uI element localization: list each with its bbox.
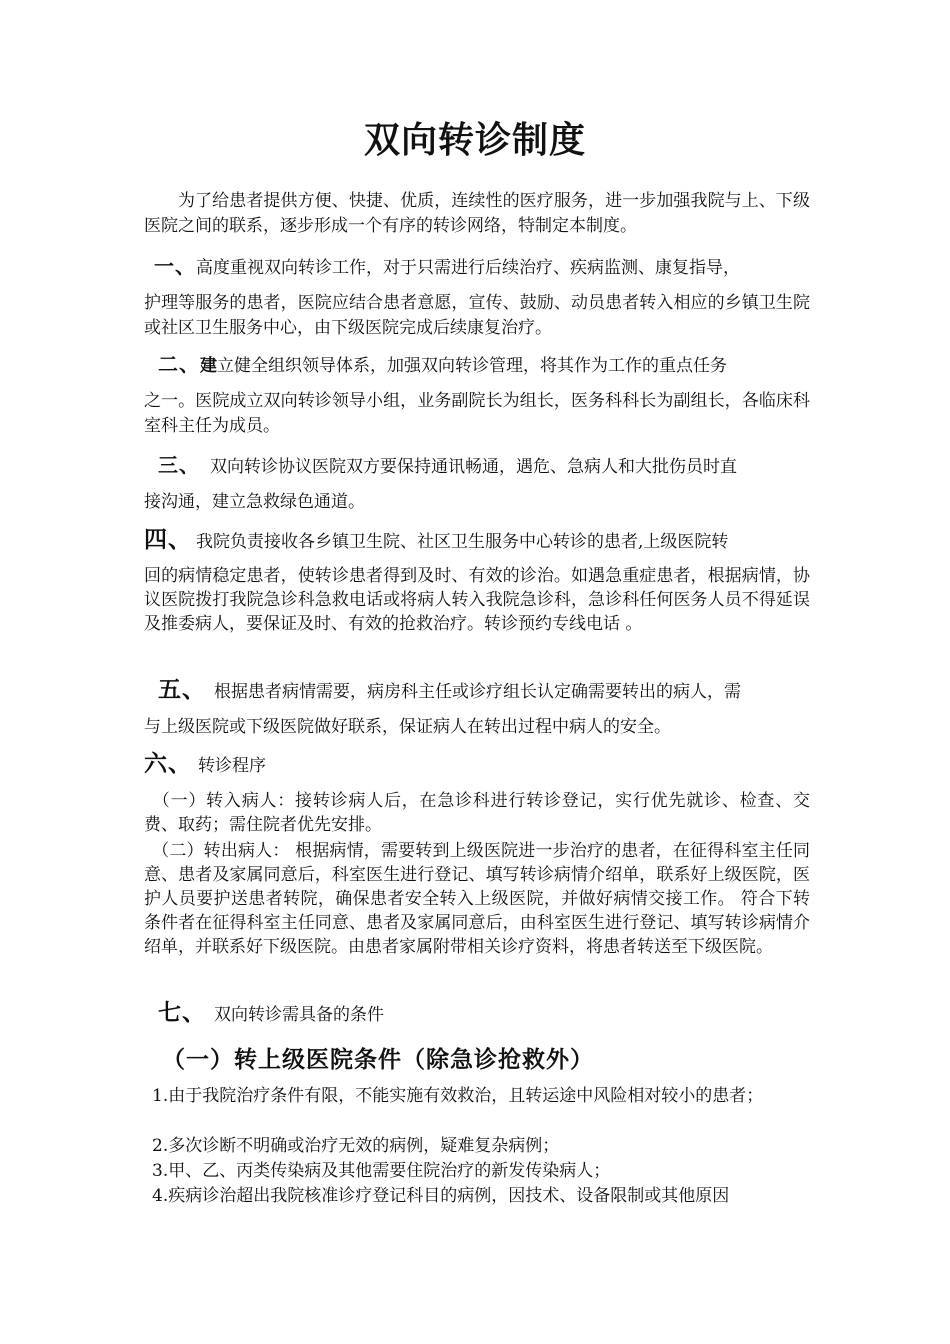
section-4-first-line: 我院负责接收各乡镇卫生院、社区卫生服务中心转诊的患者,上级医院转 (196, 532, 729, 552)
section-4-number: 四、 (144, 527, 192, 553)
section-6-text: 转诊程序 (198, 756, 266, 776)
section-5-number: 五、 (158, 677, 206, 703)
section-2 (144, 352, 810, 439)
section-3-first-line: 双向转诊协议医院双方要保持通讯畅通，遇危、急病人和大批伤员时直 (210, 457, 737, 477)
condition-3-text: 3.甲、乙、丙类传染病及其他需要住院治疗的新发传染病人； (152, 1161, 611, 1181)
section-1-text: 护理等服务的患者，医院应结合患者意愿，宣传、鼓励、动员患者转入相应的乡镇卫生院或社区卫生服务中心，由下级医院完成后续康复治疗。 (144, 293, 810, 338)
procedure-incoming (144, 789, 810, 837)
section-3-number: 三、 (158, 453, 200, 477)
condition-2-text: 2.多次诊断不明确或治疗无效的病例，疑难复杂病例； (152, 1136, 560, 1156)
section-1-first-line: 高度重视双向转诊工作，对于只需进行后续治疗、疾病监测、康复指导， (196, 258, 740, 278)
procedure-outgoing (144, 839, 810, 959)
section-6 (144, 752, 810, 779)
section-5-text: 与上级医院或下级医院做好联系，保证病人在转出过程中病人的安全。 (144, 717, 671, 737)
section-1-number: 一、 (154, 254, 196, 278)
condition-item (144, 1159, 810, 1184)
section-5-first-line: 根据患者病情需要，病房科主任或诊疗组长认定确需要转出的病人，需 (214, 682, 741, 702)
section-3-text: 接沟通，建立急救绿色通道。 (144, 492, 365, 512)
document-title: 双向转诊制度 (363, 120, 586, 161)
section-7-text: 双向转诊需具备的条件 (214, 1005, 384, 1025)
section-1 (144, 254, 810, 341)
section-7-number: 七、 (158, 1000, 206, 1026)
section-6-number: 六、 (144, 751, 192, 777)
procedure-outgoing-text: （二）转出病人： 根据病情，需要转到上级医院进一步治疗的患者，在征得科室主任同意、患者及家属同意后，科室医生进行登记、填写转诊病情介绍单，联系好上级医院，医护人员要护送患者转院，确保患者安全转入上级医院，并做好病情交接工作。 符合下转条件者在征得科室主任同意、患者及家属同意后，由科室医生进行登记、填写转诊病情介绍单，并联系好下级医院。由患者家属附带相关诊疗资料，将患者转送至下级医院。 (144, 841, 810, 957)
procedure-incoming-text: （一）转入病人：接转诊病人后，在急诊科进行转诊登记，实行优先就诊、检查、交费、取药；需住院者优先安排。 (144, 791, 810, 835)
condition-1-text: 1.由于我院治疗条件有限，不能实施有效救治，且转运途中风险相对较小的患者； (152, 1086, 764, 1106)
section-2-first-line: 立健全组织领导体系，加强双向转诊管理，将其作为工作的重点任务 (217, 356, 727, 376)
section-2-bold-char: 建 (200, 356, 217, 376)
intro-paragraph: 为了给患者提供方便、快捷、优质，连续性的医疗服务，进一步加强我院与上、下级医院之间的联系，逐步形成一个有序的转诊网络，特制定本制度。 (144, 191, 810, 236)
section-4 (144, 528, 810, 636)
section-7 (144, 1001, 810, 1028)
section-5 (144, 678, 810, 740)
condition-item (144, 1134, 810, 1159)
condition-item (144, 1184, 810, 1209)
condition-item (144, 1084, 810, 1109)
section-2-text: 之一。医院成立双向转诊领导小组，业务副院长为组长，医务科科长为副组长，各临床科室科主任为成员。 (144, 391, 810, 436)
conditions-subheading: （一）转上级医院条件（除急诊抢救外） (162, 1047, 594, 1073)
condition-4-text: 4.疾病诊治超出我院核准诊疗登记科目的病例，因技术、设备限制或其他原因 (152, 1186, 730, 1206)
section-2-number: 二、 (158, 352, 200, 376)
section-3 (144, 453, 810, 515)
section-4-text: 回的病情稳定患者，使转诊患者得到及时、有效的诊治。如遇急重症患者，根据病情，协议医院拨打我院急诊科急救电话或将病人转入我院急诊科，急诊科任何医务人员不得延误及推委病人，要保证及时、有效的抢救治疗。转诊预约专线电话 。 (144, 566, 810, 634)
